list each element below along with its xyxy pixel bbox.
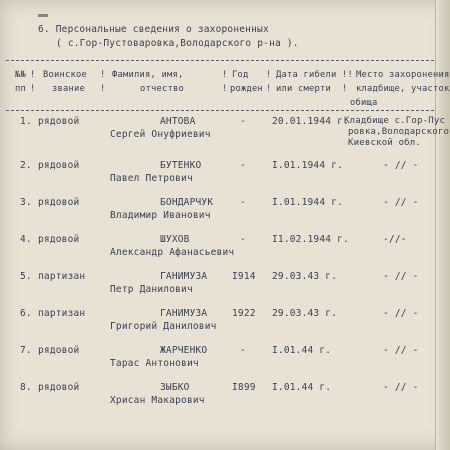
row-burial-place: - // -	[383, 160, 419, 171]
row-given-name: Сергей Онуфриевич	[110, 129, 211, 140]
row-rank: рядовой	[38, 197, 80, 208]
row-given-name: Павел Петрович	[110, 173, 193, 184]
table-row	[0, 197, 450, 237]
row-burial-place: Кладбище с.Гор-Пус	[344, 116, 446, 126]
row-number: 4.	[20, 234, 32, 245]
header-divider: !	[266, 84, 272, 94]
row-given-name: Владимир Иванович	[110, 210, 211, 221]
row-birth-year: I914	[232, 271, 256, 282]
header-name: Фамилия, имя,	[112, 70, 184, 80]
row-surname: ГАНИМУЗА	[160, 271, 208, 282]
row-rank: рядовой	[38, 116, 80, 127]
header-divider: !	[30, 84, 36, 94]
header-divider: !	[100, 70, 106, 80]
table-row	[0, 116, 450, 156]
row-rank: рядовой	[38, 160, 80, 171]
row-number: 5.	[20, 271, 32, 282]
row-given-name: Григорий Данилович	[110, 321, 217, 332]
header-divider: !	[30, 70, 36, 80]
row-rank: рядовой	[38, 234, 80, 245]
header-burial: Место захоронения	[356, 70, 450, 80]
table-row	[0, 160, 450, 200]
row-birth-year: -	[240, 197, 246, 208]
header-year: Год	[232, 70, 249, 80]
header-divider: !!	[342, 70, 353, 80]
row-number: 7.	[20, 345, 32, 356]
header-divider: !	[222, 84, 228, 94]
row-given-name: Тарас Антонович	[110, 358, 199, 369]
row-surname: ГАНИМУЗА	[160, 308, 208, 319]
table-row	[0, 382, 450, 422]
row-number: 2.	[20, 160, 32, 171]
header-divider: !	[222, 70, 228, 80]
row-surname: ШУХОВ	[160, 234, 190, 245]
row-death-date: I.01.1944 г.	[272, 197, 344, 208]
row-death-date: 29.03.43 г.	[272, 308, 338, 319]
row-burial-place: - // -	[383, 308, 419, 319]
row-burial-place-3: Киевской обл.	[348, 138, 422, 148]
row-surname: БУТЕНКО	[160, 160, 202, 171]
row-burial-place: - // -	[383, 382, 419, 393]
header-death: Дата гибели	[276, 70, 337, 80]
row-burial-place: - // -	[383, 345, 419, 356]
row-number: 1.	[20, 116, 32, 127]
row-surname: ЖАРЧЕНКО	[160, 345, 208, 356]
row-number: 3.	[20, 197, 32, 208]
row-rank: партизан	[38, 271, 86, 282]
header-rank: Воинское	[43, 70, 87, 80]
row-death-date: I.01.44 г.	[272, 345, 332, 356]
ink-mark	[38, 14, 48, 17]
table-header-rule	[6, 110, 434, 111]
header-num: №№	[15, 70, 26, 80]
document-subtitle: ( с.Гор-Пустоваровка,Володарского р-на ).	[56, 38, 299, 49]
row-surname: АНТОВА	[160, 116, 196, 127]
header-year-2: рожден	[230, 84, 263, 94]
row-rank: партизан	[38, 308, 86, 319]
row-death-date: I.01.1944 г.	[272, 160, 344, 171]
row-rank: рядовой	[38, 345, 80, 356]
document-title: 6. Персональные сведения о захороненных	[38, 24, 269, 35]
header-name-2: отчество	[140, 84, 184, 94]
header-divider: !	[342, 84, 348, 94]
row-birth-year: -	[240, 234, 246, 245]
header-divider: !	[100, 84, 106, 94]
row-death-date: 20.01.1944 г.	[272, 116, 349, 127]
table-row	[0, 271, 450, 311]
row-given-name: Хрисан Макарович	[110, 395, 205, 406]
row-birth-year: -	[240, 116, 246, 127]
table-row	[0, 308, 450, 348]
row-number: 8.	[20, 382, 32, 393]
row-surname: БОНДАРЧУК	[160, 197, 214, 208]
row-burial-place: -//-	[383, 234, 407, 245]
row-birth-year: 1922	[232, 308, 256, 319]
row-death-date: I1.02.1944 г.	[272, 234, 349, 245]
row-burial-place-2: ровка,Володарского	[348, 127, 450, 137]
row-rank: рядовой	[38, 382, 80, 393]
row-burial-place: - // -	[383, 197, 419, 208]
table-top-rule	[6, 60, 434, 61]
row-birth-year: -	[240, 160, 246, 171]
table-row	[0, 345, 450, 385]
row-number: 6.	[20, 308, 32, 319]
row-burial-place: - // -	[383, 271, 419, 282]
row-birth-year: -	[240, 345, 246, 356]
row-given-name: Петр Данилович	[110, 284, 193, 295]
header-num-2: пп	[15, 84, 26, 94]
header-death-2: или смерти	[276, 84, 331, 94]
header-divider: !	[266, 70, 272, 80]
row-surname: ЗЫБКО	[160, 382, 190, 393]
row-death-date: 29.03.43 г.	[272, 271, 338, 282]
header-rank-2: звание	[52, 84, 85, 94]
header-burial-3: обища	[350, 98, 378, 108]
table-row	[0, 234, 450, 274]
row-death-date: I.01.44 г.	[272, 382, 332, 393]
row-birth-year: I899	[232, 382, 256, 393]
header-burial-2: кладбище, участок	[356, 84, 450, 94]
row-given-name: Александр Афанасьевич	[110, 247, 235, 258]
